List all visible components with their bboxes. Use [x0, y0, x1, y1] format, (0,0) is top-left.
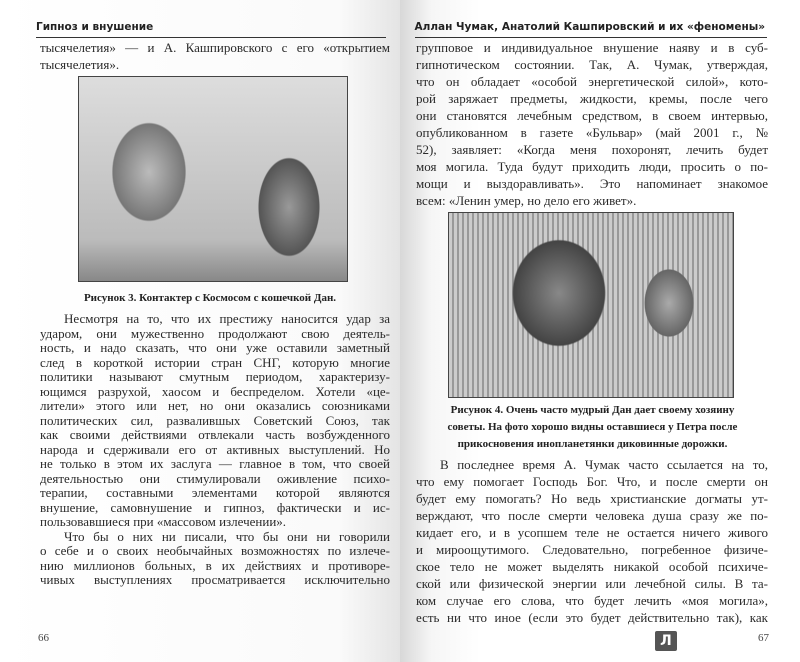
text-line: ющимся разрухой, хаосом и беспределом. Хотели «це-	[40, 383, 390, 399]
figure-caption	[420, 402, 765, 453]
figure-caption: Рисунок 3. Контактер с Космосом с кошечкой Дан.	[83, 292, 337, 304]
page-number: 67	[758, 632, 769, 644]
text-line: деятельностью они стимулировали оживление психо-	[40, 470, 390, 486]
text-line: как своими действиями отвлекали часть возбужденного	[40, 427, 390, 442]
text-line: будет ему помогать? Но ведь христианские догматы ут-	[416, 491, 768, 506]
text-line: народа и сдерживали его от активных выступлений. Но	[40, 441, 390, 457]
text-line: чивых выступлениях просматривается исключительно	[40, 572, 390, 587]
paragraph	[416, 456, 768, 626]
text-line: след в короткой истории стран СНГ, которую многие	[40, 354, 390, 370]
text-line: кидает его, и в усопшем теле не остается ничего живого	[416, 525, 768, 540]
text-line: они становятся лечебным средством, в своем интервью,	[416, 108, 768, 123]
caption-line: советы. На фото хорошо видны оставшиеся у Петра после	[447, 421, 738, 433]
text-line: тысячелетия».	[40, 57, 120, 72]
text-line: политики называют смутным периодом, характеризу-	[40, 369, 390, 384]
caption-line: прикосновения инопланетянки диковинные дорожки.	[457, 438, 728, 450]
text-line: ское тело не может выделять никакой особой психиче-	[416, 559, 768, 574]
text-line: терапии, составными элементами которой являются	[40, 485, 390, 500]
caption-line: Рисунок 4. Очень часто мудрый Дан дает своему хозяину	[450, 404, 735, 416]
text-block	[416, 39, 768, 209]
text-line: не только в этом их заслуга — главное в том, что своей	[40, 456, 390, 471]
text-line: пользовавшиеся при «массовом излечении».	[40, 514, 287, 529]
paragraph	[40, 312, 390, 588]
running-header: Аллан Чумак, Анатолий Кашпировский и их «феномены»	[414, 21, 765, 33]
text-line: и мироощутимого. Следовательно, погребенное физиче-	[416, 542, 768, 557]
text-line: о себе и о своих необычайных возможностях по излече-	[40, 543, 390, 558]
text-line: Что бы о них ни писали, что бы они ни говорили	[64, 528, 390, 544]
running-header: Гипноз и внушение	[36, 21, 154, 33]
text-block	[40, 39, 390, 73]
text-line: опубликованном в газете «Бульвар» (май 2001 г., №	[416, 125, 768, 140]
right-page	[400, 0, 800, 662]
text-line: что ему помогает Господь Бог. Что, и после смерти он	[416, 474, 768, 489]
text-line: Несмотря на то, что их престижу наносится удар за	[64, 311, 390, 326]
text-line: внушение, самовнушение и гипноз, фактически и ис-	[40, 499, 390, 515]
text-line: нию миллионов больных, в их действиях и противоре-	[40, 557, 390, 573]
text-line: верждают, что после смерти человека душа сразу же по-	[416, 508, 768, 523]
figure-4-photo	[448, 212, 734, 398]
text-line: групповое и индивидуальное внушение наяву и в суб-	[416, 40, 768, 55]
page-number: 66	[38, 632, 49, 644]
text-line: политических сил, развалившых Советский Союз, так	[40, 412, 390, 428]
text-line: что он обладает «особой энергетической силой», кото-	[416, 74, 768, 89]
text-line: лители» этого или нет, но они оказались союзниками	[40, 398, 390, 413]
figure-3-photo	[78, 76, 348, 282]
text-line: моя могила. Туда будут приходить люди, просить о по-	[416, 159, 768, 174]
text-line: гипнотическом состоянии. Так, А. Чумак, утверждая,	[416, 57, 768, 72]
text-line: есть ни что иное (если это будет действительно так), как	[416, 610, 768, 625]
header-rule	[415, 37, 767, 38]
text-line: всем: «Ленин умер, но дело его живет».	[416, 193, 637, 208]
text-line: ударом, они мужественно продолжают свою деятель-	[40, 325, 390, 341]
text-line: В последнее время А. Чумак часто ссылается на то,	[440, 457, 768, 472]
header-rule	[36, 37, 386, 38]
text-line: тысячелетия» — и А. Кашпировского с его «открытием	[40, 40, 390, 55]
text-line: ской или физической энергии или лечебной силы. В та-	[416, 576, 768, 591]
text-line: мощи и выздоравливать». Это напоминает знакомое	[416, 176, 768, 191]
text-line: ком случае его слова, что будет лечить «моя могила»,	[416, 593, 768, 608]
publisher-logo: Л	[655, 631, 677, 651]
text-line: ность, и надо сказать, что они уже оставили заметный	[40, 340, 390, 355]
text-line: рой заряжает предметы, жидкости, кремы, после чего	[416, 91, 768, 106]
text-line: 52), заявляет: «Когда меня похоронят, лечить будет	[416, 142, 768, 157]
